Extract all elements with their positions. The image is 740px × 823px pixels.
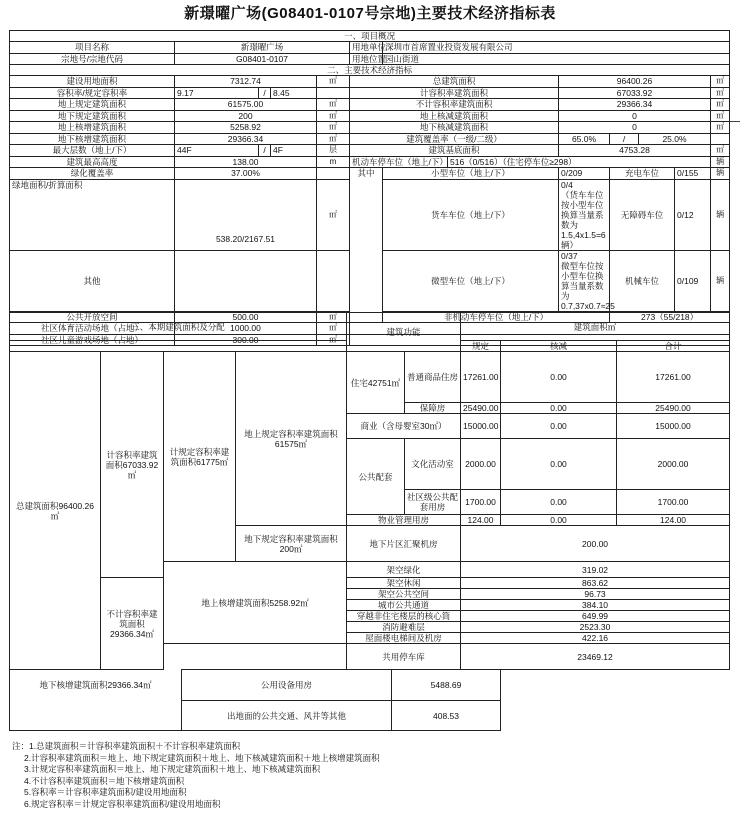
micro-count: 0/37 [561,250,578,261]
culture-label: 文化活动室 [405,439,461,490]
roof-room-value: 422.16 [461,633,730,644]
green-rate-label: 绿化覆盖率 [10,168,175,180]
affordable-red: 0.00 [501,403,617,414]
truck-count: 0/4 [561,179,573,190]
coverage-secondary: 25.0% [639,133,711,145]
charging: 0/155 [675,168,711,180]
site-area-label: 建设用地面积 [10,76,175,88]
section-distribution: 三、本期建筑面积及分配 [10,313,347,341]
unit: ㎡ [317,323,350,335]
overhead-green-value: 319.02 [461,562,730,578]
far-label: 容积率/规定容积率 [10,87,175,99]
page-title: 新璟曜广场(G08401-0107号宗地)主要技术经济指标表 [184,5,556,22]
refuge-value: 2523.30 [461,622,730,633]
note-line: 注：1.总建筑面积＝计容积率建筑面积＋不计容积率建筑面积 [12,741,241,751]
empty-cell [10,341,347,352]
culture-total: 2000.00 [617,439,730,490]
above-spec-tree: 地上规定容积率建筑面积61575㎡ [236,352,347,526]
truck-label: 货车车位（地上/下） [383,179,559,250]
children-label: 社区儿童游戏场地（占地） [10,334,175,346]
overhead-green-label: 架空绿化 [347,562,461,578]
other-label: 其他 [10,250,175,311]
business-total: 15000.00 [617,414,730,439]
far-spec-tree: 计规定容积率建筑面积61775㎡ [164,352,236,562]
unit: ㎡ [317,179,350,250]
area-header: 建筑面积㎡ [461,313,730,341]
height-unit: m [317,156,350,168]
empty-cell [317,87,350,99]
community-red: 0.00 [501,490,617,515]
vehicle-unit: 辆 [711,250,730,311]
core-tube-label: 穿越非住宅楼层的核心筒 [347,611,461,622]
above-spec: 61575.00 [175,99,317,111]
under-spec: 200 [175,110,317,122]
project-name: 新璟曜广场 [175,42,350,54]
land-code: G08401-0107 [175,53,350,65]
section-indicators: 二、主要技术经济指标 [10,65,730,76]
micro-detail [559,250,615,311]
col-total: 合计 [617,341,730,352]
under-spec-label: 地下规定建筑面积 [10,110,175,122]
floors-below: 4F [271,145,317,157]
green-area: 538.20/2167.51 [175,179,317,250]
non-far-label: 不计容积率建筑面积 [350,99,559,111]
under-inc-tree-top [164,644,347,670]
base-area: 4753.28 [559,145,711,157]
function-header: 建筑功能 [347,313,461,352]
unit: ㎡ [317,133,350,145]
property-total: 124.00 [617,515,730,526]
under-inc-label: 地下核增建筑面积 [10,133,175,145]
note-line: 3.计规定容积率建筑面积＝地上、地下规定建筑面积＋地上、地下核减建筑面积 [24,764,321,775]
far-value: 9.17 [175,87,259,99]
small-car: 0/209 [559,168,610,180]
under-red-label: 地下核减建筑面积 [350,122,559,134]
floors-sep: / [259,145,271,157]
vehicle-unit: 辆 [711,179,730,250]
coverage-sep: / [610,133,639,145]
property-red: 0.00 [501,515,617,526]
micro-label: 微型车位（地上/下） [383,250,559,311]
children: 300.00 [175,334,317,346]
far-sep: / [259,87,271,99]
culture-spec: 2000.00 [461,439,501,490]
vehicle-unit: 辆 [711,156,730,168]
under-inc: 29366.34 [175,133,317,145]
sports: 1000.00 [175,323,317,335]
equipment-value: 5488.69 [392,670,501,701]
project-name-label: 项目名称 [10,42,175,54]
under-inc-tree-bottom [10,701,182,731]
green-rate: 37.00% [175,168,317,180]
culture-red: 0.00 [501,439,617,490]
property-label: 物业管理用房 [347,515,461,526]
col-spec: 规定 [461,341,501,352]
micro-note: 微型车位按小型车位换算当量系数为0.7,37x0.7≈25 [561,260,615,311]
community-spec: 1700.00 [461,490,501,515]
above-spec-label: 地上规定建筑面积 [10,99,175,111]
roof-room-label: 屋面楼电梯间及机房 [347,633,461,644]
unit: ㎡ [317,110,350,122]
unit: ㎡ [711,110,730,122]
affordable-total: 25490.00 [617,403,730,414]
public-label: 公共配套 [347,439,405,515]
equipment-label: 公用设备用房 [182,670,392,701]
parking-label: 机动车停车位（地上/下） [350,156,448,168]
unit: ㎡ [317,99,350,111]
indicators-table [9,30,730,346]
commercial-housing-red: 0.00 [501,352,617,403]
unit: ㎡ [317,122,350,134]
height: 138.00 [175,156,317,168]
green-area-label: 绿地面积/折算面积 [10,179,175,250]
unit: ㎡ [317,311,350,323]
open-space-label: 公共开放空间 [10,311,175,323]
floors-unit: 层 [317,145,350,157]
location-label: 用地位置 [350,53,383,65]
above-inc: 5258.92 [175,122,317,134]
transport-value: 408.53 [392,701,501,731]
unit [711,133,730,145]
mechanical-label: 机械车位 [610,250,675,311]
overhead-public-label: 架空公共空间 [347,589,461,600]
edge-mark [729,121,740,122]
parking: 516（0/516）（住宅停车位≥298） [448,156,711,168]
truck-detail [559,179,610,250]
floors-label: 最大层数（地上/下） [10,145,175,157]
col-reduction: 核减 [501,341,617,352]
empty-cell [317,168,350,180]
far-area: 67033.92 [559,87,711,99]
refuge-label: 消防避难层 [347,622,461,633]
note-line: 4.不计容积率建筑面积＝地下核增建筑面积 [24,775,185,786]
city-passage-value: 384.10 [461,600,730,611]
sports-label: 社区体育活动场地（占地） [10,323,175,335]
empty-cell [317,250,350,311]
note-line: 6.规定容积率＝计规定容积率建筑面积/建设用地面积 [24,798,221,809]
business-label: 商业（含母婴室30㎡） [347,414,461,439]
base-area-label: 建筑基底面积 [350,145,559,157]
above-inc-label: 地上核增建筑面积 [10,122,175,134]
overhead-leisure-label: 架空休闲 [347,578,461,589]
far-spec: 8.45 [271,87,317,99]
total-area: 96400.26 [559,76,711,88]
above-inc-tree: 地上核增建筑面积5258.92㎡ [164,562,347,644]
coverage-primary: 65.0% [559,133,610,145]
unit: ㎡ [317,76,350,88]
far-area-label: 计容积率建筑面积 [350,87,559,99]
non-far-tree: 不计容积率建筑面积29366.34㎡ [101,578,164,670]
garage-label: 共用停车库 [347,644,461,670]
far-area-tree: 计容积率建筑面积67033.92㎡ [101,352,164,578]
residential-label: 住宅42751㎡ [347,352,405,414]
city-passage-label: 城市公共通道 [347,600,461,611]
vehicle-unit: 辆 [711,168,730,180]
under-spec-tree: 地下规定容积率建筑面积200㎡ [236,526,347,562]
accessible-label: 无障碍车位 [610,179,675,250]
business-spec: 15000.00 [461,414,501,439]
mechanical: 0/109 [675,250,711,311]
underground-room-label: 地下片区汇聚机房 [347,526,461,562]
property-spec: 124.00 [461,515,501,526]
unit: ㎡ [711,99,730,111]
distribution-table [9,312,730,731]
section-overview: 一、项目概况 [10,31,730,42]
height-label: 建筑最高高度 [10,156,175,168]
nonmotor: 273（55/218） [610,311,730,323]
core-tube-value: 649.99 [461,611,730,622]
notes [12,741,380,811]
open-space: 500.00 [175,311,317,323]
note-line: 5.容积率＝计容积率建筑面积/建设用地面积 [24,787,187,798]
unit: ㎡ [711,122,730,134]
charging-label: 充电车位 [610,168,675,180]
unit: ㎡ [711,145,730,157]
small-car-label: 小型车位（地上/下） [383,168,559,180]
community-total: 1700.00 [617,490,730,515]
unit: ㎡ [711,76,730,88]
community-label: 社区级公共配套用房 [405,490,461,515]
among-label: 其中 [350,168,383,323]
land-unit-label: 用地单位 [350,42,383,54]
overhead-leisure-value: 863.62 [461,578,730,589]
unit: ㎡ [711,87,730,99]
accessible: 0/12 [675,179,711,250]
transport-label: 出地面的公共交通、风井等其他 [182,701,392,731]
garage-value: 23469.12 [461,644,730,670]
under-red: 0 [559,122,711,134]
commercial-housing-label: 普通商品住房 [405,352,461,403]
other-value [175,250,317,311]
overhead-public-value: 96.73 [461,589,730,600]
nonmotor-label: 非机动车停车位（地上/下） [383,311,610,323]
total-area-tree: 总建筑面积96400.26㎡ [10,352,101,670]
non-far: 29366.34 [559,99,711,111]
site-area: 7312.74 [175,76,317,88]
under-inc-tree: 地下核增建筑面积29366.34㎡ [10,670,182,701]
total-area-label: 总建筑面积 [350,76,559,88]
business-red: 0.00 [501,414,617,439]
floors-above: 44F [175,145,259,157]
coverage-label: 建筑覆盖率（一级/二级） [350,133,559,145]
commercial-housing-total: 17261.00 [617,352,730,403]
above-red-label: 地上核减建筑面积 [350,110,559,122]
affordable-label: 保障房 [405,403,461,414]
land-unit: 深圳市首席置业投资发展有限公司 [383,42,730,54]
truck-note: （货车车位按小型车位换算当量系数为1.5,4x1.5=6辆） [561,189,606,250]
affordable-spec: 25490.00 [461,403,501,414]
unit: ㎡ [317,334,350,346]
land-code-label: 宗地号/宗地代码 [10,53,175,65]
underground-room-value: 200.00 [461,526,730,562]
commercial-housing-spec: 17261.00 [461,352,501,403]
location: 园山街道 [383,53,730,65]
note-line: 2.计容积率建筑面积＝地上、地下规定建筑面积＋地上、地下核减建筑面积＋地上核增建筑面积 [24,752,380,763]
above-red: 0 [559,110,711,122]
